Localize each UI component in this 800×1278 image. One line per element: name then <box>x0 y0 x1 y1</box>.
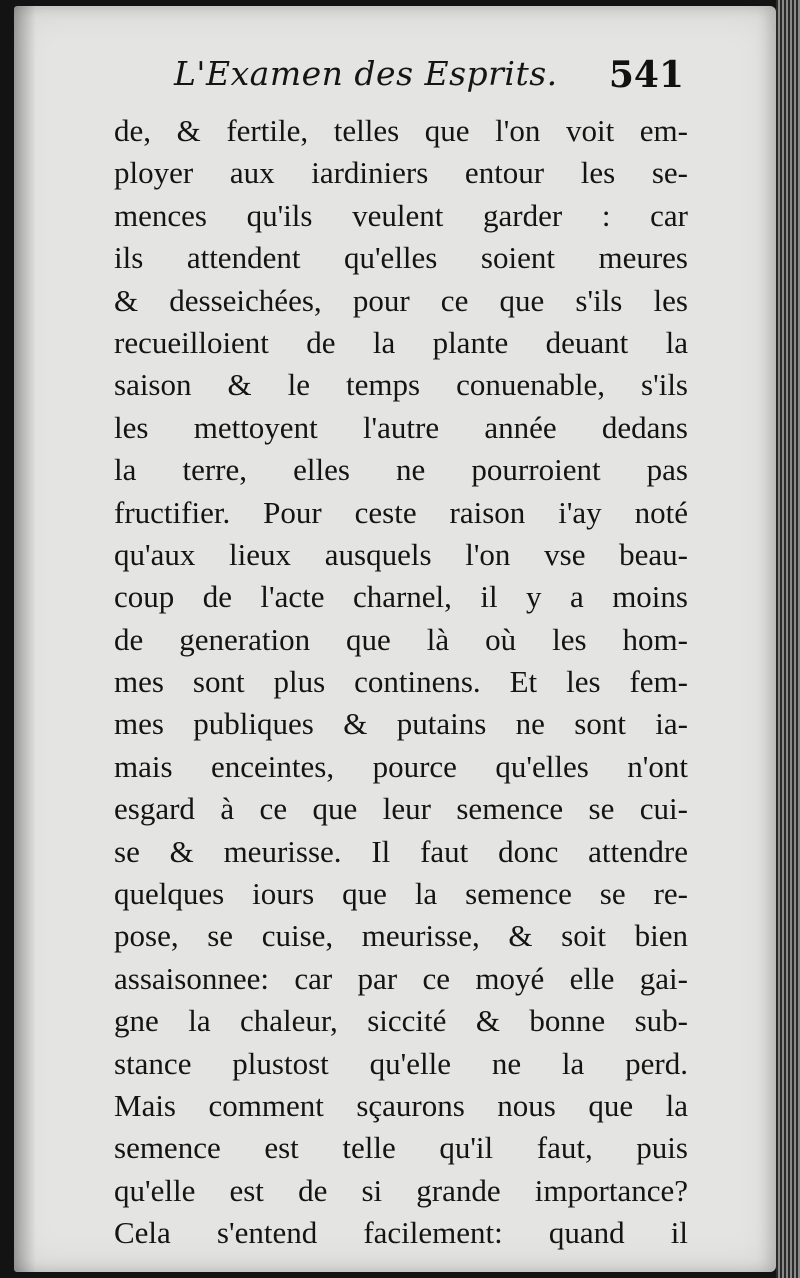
text-line: coup de l'acte charnel, il y a moins <box>114 579 688 615</box>
text-line: de generation que là où les hom- <box>114 621 688 657</box>
text-line: Cela s'entend facilement: quand il <box>114 1215 688 1251</box>
text-line: mences qu'ils veulent garder : car <box>114 197 688 233</box>
text-line: semence est telle qu'il faut, puis <box>114 1130 688 1166</box>
text-line: fructifier. Pour ceste raison i'ay noté <box>114 494 688 530</box>
text-line: gne la chaleur, siccité & bonne sub- <box>114 1003 688 1039</box>
text-line: stance plustost qu'elle ne la perd. <box>114 1045 688 1081</box>
text-line: la terre, elles ne pourroient pas <box>114 452 688 488</box>
text-line: Mais comment sçaurons nous que la <box>114 1087 688 1123</box>
page-number: 541 <box>608 54 684 96</box>
text-line: pose, se cuise, meurisse, & soit bien <box>114 918 688 954</box>
text-line: mes publiques & putains ne sont ia- <box>114 706 688 742</box>
text-line: ployer aux iardiniers entour les se- <box>114 155 688 191</box>
body-text <box>114 110 688 1255</box>
text-line: de, & fertile, telles que l'on voit em- <box>114 113 688 148</box>
text-line: qu'elle est de si grande importance? <box>114 1172 688 1208</box>
text-line: les mettoyent l'autre année dedans <box>114 409 688 445</box>
text-line: ils attendent qu'elles soient meures <box>114 240 688 276</box>
page-header <box>174 54 684 108</box>
text-line: recueilloient de la plante deuant la <box>114 324 688 360</box>
text-line: saison & le temps conuenable, s'ils <box>114 367 688 403</box>
gutter-shadow <box>14 6 36 1272</box>
text-line: se & meurisse. Il faut donc attendre <box>114 833 688 869</box>
text-line: assaisonnee: car par ce moyé elle gai- <box>114 960 688 996</box>
text-line: mes sont plus continens. Et les fem- <box>114 664 688 700</box>
text-line: qu'aux lieux ausquels l'on vse beau- <box>114 536 688 572</box>
text-line: & desseichées, pour ce que s'ils les <box>114 282 688 318</box>
text-line: mais enceintes, pource qu'elles n'ont <box>114 748 688 784</box>
book-page <box>14 6 776 1272</box>
text-line: quelques iours que la semence se re- <box>114 876 688 912</box>
text-line: esgard à ce que leur semence se cui- <box>114 791 688 827</box>
page-edge-stack <box>776 0 800 1278</box>
running-title: L'Examen des Esprits. <box>174 54 558 93</box>
